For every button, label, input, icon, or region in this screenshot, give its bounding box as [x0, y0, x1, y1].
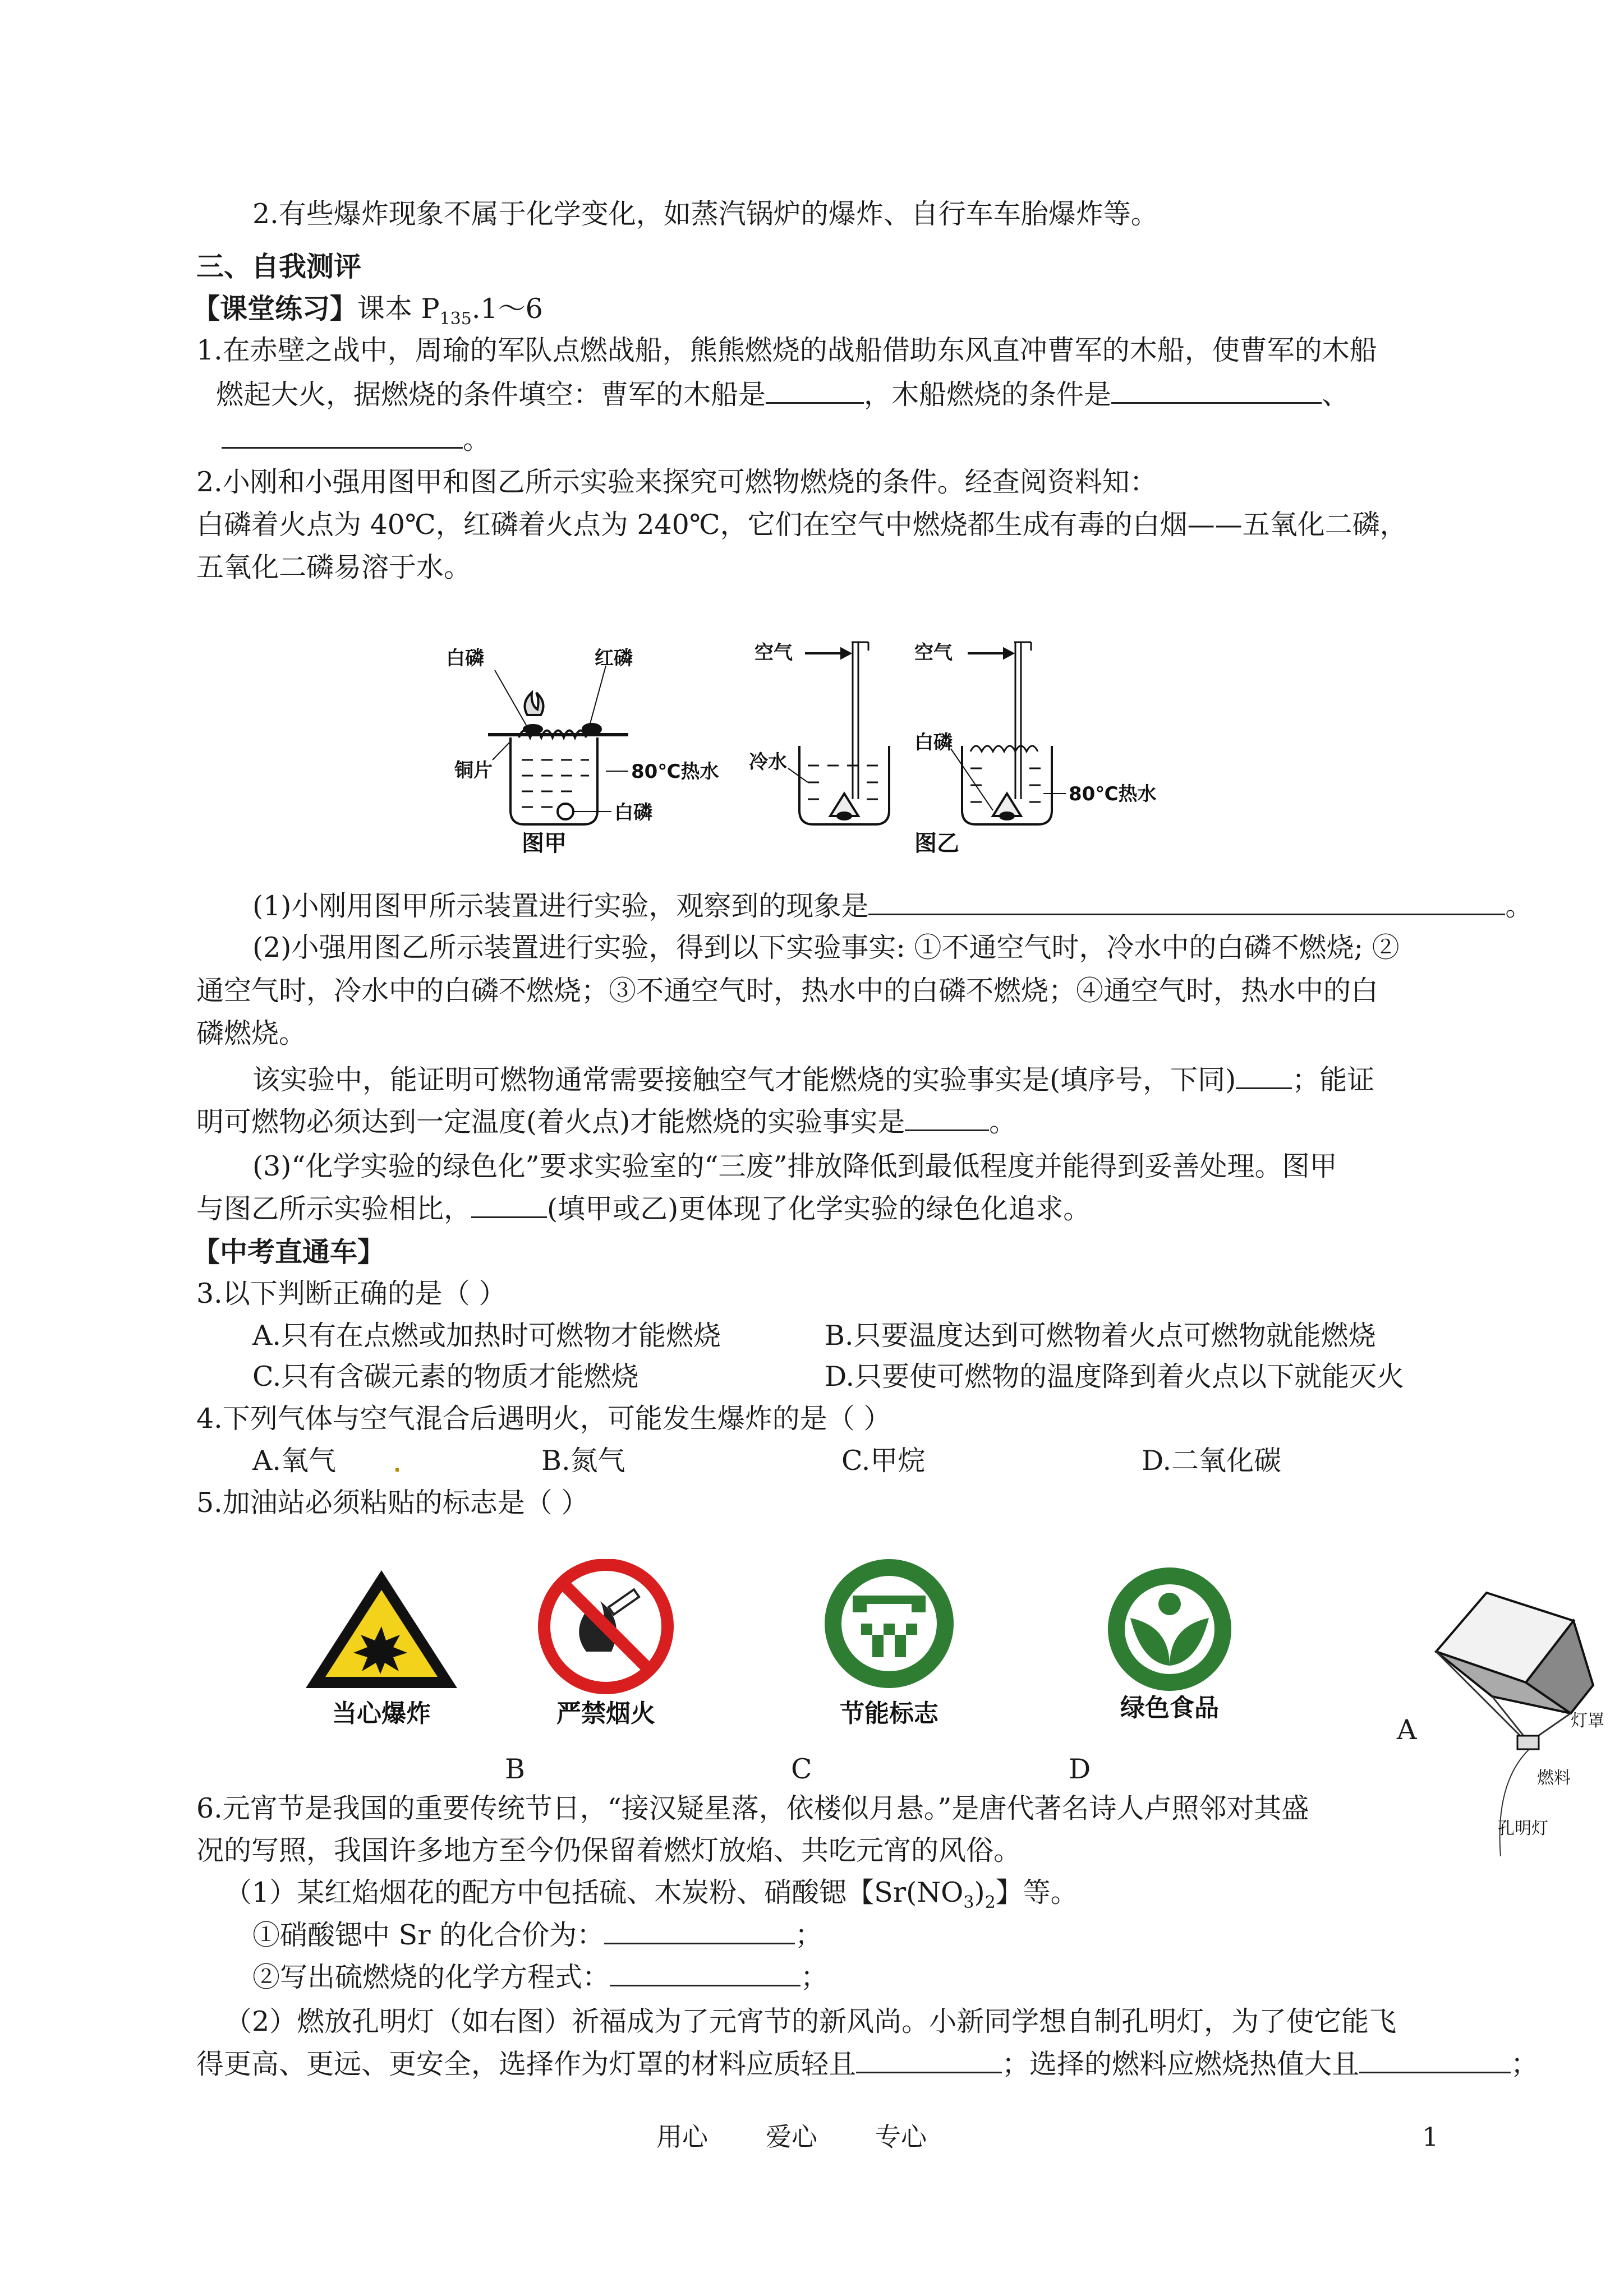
q3-option-d[interactable]: D.只要使可燃物的温度降到着火点以下就能灭火 — [825, 1361, 1405, 1393]
footer-word-1: 用心 — [656, 2122, 708, 2152]
footer-word-3: 专心 — [875, 2122, 927, 2152]
leader-line — [590, 666, 606, 723]
label-red-phosphorus: 红磷 — [595, 647, 633, 670]
q2-part-4-text-b: (填甲或乙)更体现了化学实验的绿色化追求。 — [547, 1193, 1091, 1225]
q2-part-3-text-d: 。 — [989, 1106, 1017, 1138]
label-lantern-shade: 灯罩 — [1571, 1711, 1604, 1731]
leader-line — [788, 768, 808, 782]
section-heading: 三、自我测评 — [196, 250, 362, 283]
footer-word-2: 爱心 — [766, 2122, 817, 2152]
q3-option-b[interactable]: B.只要温度达到可燃物着火点可燃物就能燃烧 — [825, 1320, 1376, 1352]
q6-sub-2-text-b: ；选择的燃料应燃烧热值大且 — [1002, 2048, 1360, 2080]
label-lantern-name: 孔明灯 — [1498, 1819, 1548, 1838]
q5-stem: 5.加油站必须粘贴的标志是（ ） — [196, 1487, 589, 1519]
figure-yi — [746, 631, 1184, 855]
q1-end: 。 — [463, 423, 491, 455]
q4-option-a[interactable]: A.氧气 — [252, 1445, 336, 1477]
q6-sub-1-ii-end: ； — [801, 1961, 829, 1993]
figure-yi-caption: 图乙 — [914, 831, 959, 855]
q4-stem: 4.下列气体与空气混合后遇明火，可能发生爆炸的是（ ） — [196, 1403, 891, 1435]
label-white-phosphorus-top: 白磷 — [446, 647, 484, 670]
q6-line-2: 况的写照，我国许多地方至今仍保留着燃灯放焰、共吃元宵的风俗。 — [196, 1834, 1022, 1866]
arrow-head — [841, 649, 850, 658]
q2-part-3-text-c: 明可燃物必须达到一定温度(着火点)才能燃烧的实验事实是 — [196, 1106, 905, 1138]
q1-text-a: 燃起大火，据燃烧的条件填空：曹军的木船是 — [216, 379, 766, 411]
label-white-phosphorus-bottom: 白磷 — [614, 801, 652, 824]
q1-text-c: 、 — [1322, 379, 1350, 411]
q6-sub-2-line-1: （2）燃放孔明灯（如右图）祈福成为了元宵节的新风尚。小新同学想自制孔明灯，为了使它能飞 — [224, 2005, 1397, 2037]
q6-sub-1 — [224, 1876, 1078, 1920]
page-number: 1 — [1422, 2122, 1439, 2152]
sun-icon — [1158, 1593, 1181, 1615]
label-hot-water: 80℃热水 — [631, 760, 719, 783]
q1-line-1: 1.在赤壁之战中，周瑜的军队点燃战船，熊熊燃烧的战船借助东风直冲曹军的木船，使曹军的木船 — [196, 334, 1377, 366]
q1-line-2 — [216, 377, 1349, 412]
steam-coils — [970, 746, 1038, 751]
figure-jia-caption: 图甲 — [522, 831, 567, 855]
sign-no-fire-label: 严禁烟火 — [556, 1699, 655, 1727]
figure-jia — [443, 631, 735, 855]
q2-part-2-line-2: 通空气时，冷水中的白磷不燃烧；③不通空气时，热水中的白磷不燃烧；④通空气时，热水中的白 — [196, 975, 1379, 1007]
q6-line-1: 6.元宵节是我国的重要传统节日，“接汉疑星落，依楼似月悬。”是唐代著名诗人卢照邻对其盛 — [196, 1792, 1309, 1824]
q2-blank-air[interactable] — [1236, 1063, 1292, 1089]
q2-part-1-end: 。 — [1505, 890, 1533, 922]
q2-part-1 — [252, 889, 1533, 923]
q6-blank-fuel[interactable] — [1359, 2047, 1511, 2073]
q6-sub-1-ii-text: ②写出硫燃烧的化学方程式： — [252, 1961, 610, 1993]
q6-sub-1-ii — [252, 1960, 828, 1994]
sign-energy[interactable] — [819, 1556, 965, 1727]
label-hot-water-yi: 80℃热水 — [1069, 783, 1157, 805]
sign-energy-label: 节能标志 — [840, 1699, 938, 1727]
q1-blank-3[interactable] — [222, 422, 463, 449]
label-cold-water: 冷水 — [749, 751, 787, 773]
sign-explosion-label: 当心爆炸 — [332, 1699, 431, 1727]
q2-part-4-line-1: (3)“化学实验的绿色化”要求实验室的“三废”排放降低到最低程度并能得到妥善处理。图甲 — [252, 1150, 1337, 1182]
q4-option-c[interactable]: C.甲烷 — [841, 1445, 926, 1477]
leader-line — [495, 670, 526, 725]
q6-sub-1-i-end: ； — [795, 1919, 823, 1951]
letter-a: A — [1397, 1714, 1417, 1746]
lantern-string — [1500, 1750, 1529, 1856]
sign-explosion[interactable] — [297, 1565, 466, 1727]
water-lines — [522, 760, 589, 807]
q2-blank-green[interactable] — [471, 1192, 547, 1218]
q6-blank-equation[interactable] — [610, 1960, 801, 1986]
class-practice-text: 课本 P — [357, 293, 440, 325]
class-practice-line — [192, 292, 543, 336]
q2-part-3-text-b: ；能证 — [1292, 1064, 1375, 1096]
q6-sub-2-text-c: ； — [1511, 2048, 1539, 2080]
q4-option-d[interactable]: D.二氧化碳 — [1142, 1445, 1282, 1477]
q3-stem: 3.以下判断正确的是（ ） — [196, 1278, 507, 1310]
letter-d: D — [1069, 1753, 1091, 1785]
letter-c: C — [791, 1753, 812, 1785]
q2-part-3-text-a: 该实验中，能证明可燃物通常需要接触空气才能燃烧的实验事实是(填序号，下同) — [252, 1064, 1236, 1096]
q2-part-3-line-2 — [196, 1105, 1016, 1139]
q3-option-a[interactable]: A.只有在点燃或加热时可燃物才能燃烧 — [252, 1320, 721, 1352]
q6-blank-valence[interactable] — [604, 1918, 795, 1944]
q1-text-b: ，木船燃烧的条件是 — [864, 379, 1112, 411]
q4-option-b[interactable]: B.氮气 — [541, 1445, 625, 1477]
kongming-lantern-figure — [1425, 1576, 1616, 1862]
q1-blank-2[interactable] — [1111, 377, 1322, 404]
q2-part-1-blank[interactable] — [868, 889, 1505, 915]
white-phosphorus-hot — [1000, 813, 1014, 819]
class-practice-label: 【课堂练习】 — [192, 292, 358, 325]
q6-subscript-3: 3 — [963, 1892, 974, 1912]
class-practice-range: .1～6 — [471, 293, 543, 325]
label-copper-plate: 铜片 — [454, 759, 493, 782]
q2-part-4-line-2 — [196, 1192, 1091, 1226]
q6-sub-1-text-b: ) — [974, 1877, 985, 1908]
sign-green-food[interactable] — [1102, 1565, 1248, 1722]
q6-sub-1-i — [252, 1918, 822, 1952]
flame-icon — [525, 693, 544, 715]
white-phosphorus-in-water — [558, 804, 573, 819]
label-lantern-fuel: 燃料 — [1537, 1768, 1571, 1788]
q2-blank-temperature[interactable] — [905, 1105, 989, 1131]
page-subscript: 135 — [439, 308, 472, 329]
q1-line-3 — [222, 422, 490, 457]
q6-sub-1-i-text: ①硝酸锶中 Sr 的化合价为： — [252, 1919, 605, 1951]
q2-part-2-line-3: 磷燃烧。 — [196, 1017, 307, 1049]
letter-b: B — [505, 1753, 526, 1785]
tube-bend — [1014, 642, 1031, 651]
q6-subscript-2: 2 — [984, 1892, 996, 1912]
q2-part-3-line-1 — [252, 1063, 1374, 1097]
label-air-2: 空气 — [914, 642, 953, 664]
label-air-1: 空气 — [755, 642, 793, 664]
q6-sub-1-text-a: （1）某红焰烟花的配方中包括硫、木炭粉、硝酸锶【Sr(NO — [224, 1877, 964, 1908]
q2-line-3: 五氧化二磷易溶于水。 — [196, 551, 472, 583]
q2-line-2: 白磷着火点为 40℃，红磷着火点为 240℃，它们在空气中燃烧都生成有毒的白烟——五氧化二磷， — [196, 509, 1407, 541]
q1-blank-1[interactable] — [766, 377, 864, 404]
q3-option-c[interactable]: C.只有含碳元素的物质才能燃烧 — [252, 1361, 639, 1393]
air-tube-hot — [1015, 642, 1021, 799]
air-tube-cold — [853, 642, 858, 799]
tube-bend — [852, 642, 868, 651]
arrow-head — [1004, 649, 1013, 658]
q2-part-4-text-a: 与图乙所示实验相比， — [196, 1193, 472, 1225]
q6-sub-2-text-a: 得更高、更远、更安全，选择作为灯罩的材料应质轻且 — [196, 2048, 857, 2080]
q6-sub-1-text-c: 】等。 — [995, 1877, 1078, 1908]
intro-point-2: 2.有些爆炸现象不属于化学变化，如蒸汽锅炉的爆炸、自行车车胎爆炸等。 — [252, 198, 1158, 230]
q6-blank-shade[interactable] — [856, 2047, 1002, 2073]
exam-section-heading: 【中考直通车】 — [192, 1235, 385, 1268]
lantern-fuel — [1517, 1736, 1539, 1749]
leader-line — [493, 740, 512, 760]
q2-part-1-text: (1)小刚用图甲所示装置进行实验，观察到的现象是 — [252, 890, 869, 922]
q2-part-2-line-1: (2)小强用图乙所示装置进行实验，得到以下实验事实: ①不通空气时，冷水中的白磷不燃烧; ② — [252, 932, 1400, 963]
stray-dot — [395, 1468, 399, 1472]
label-white-phosphorus: 白磷 — [914, 731, 953, 754]
red-phosphorus-on-plate — [583, 724, 601, 734]
q2-line-1: 2.小刚和小强用图甲和图乙所示实验来探究可燃物燃烧的条件。经查阅资料知： — [196, 466, 1157, 498]
q6-sub-2-line-2 — [196, 2047, 1538, 2081]
white-phosphorus-on-plate — [524, 725, 542, 733]
sign-no-fire[interactable] — [533, 1559, 679, 1727]
sign-green-food-label: 绿色食品 — [1120, 1694, 1219, 1722]
white-phosphorus-cold — [838, 813, 851, 819]
